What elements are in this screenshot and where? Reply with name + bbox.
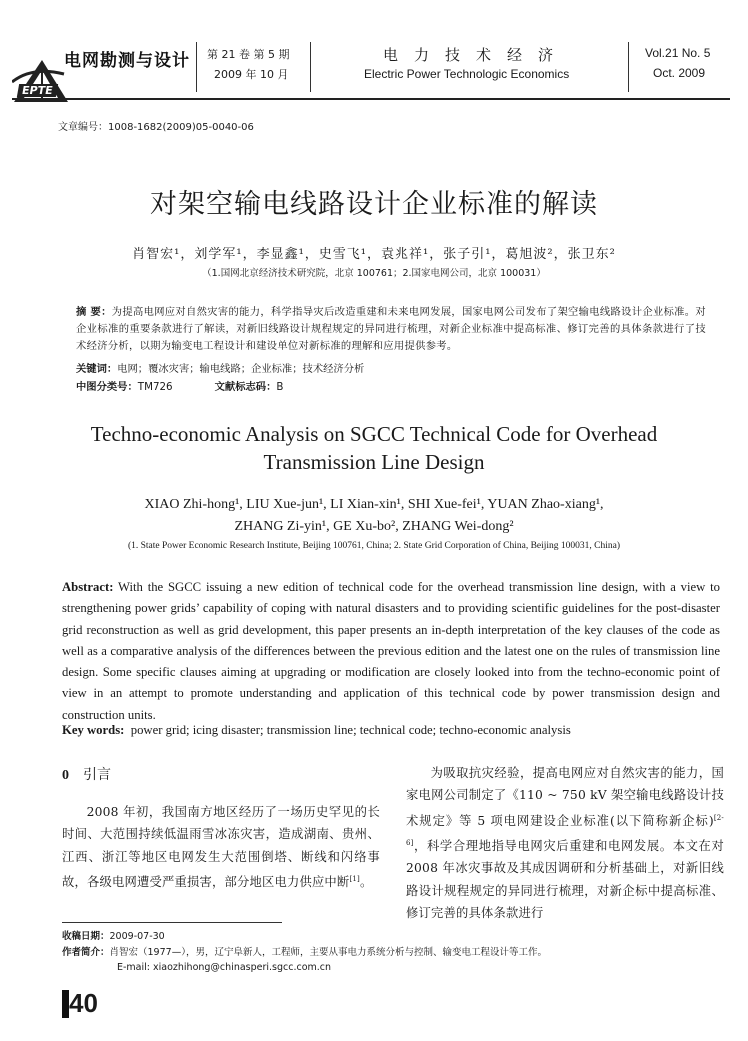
body-left-end: 。 [359,874,373,889]
header-divider [310,42,311,92]
authors-cn: 肖智宏¹，刘学军¹，李显鑫¹，史雪飞¹，袁兆祥¹，张子引¹，葛旭波²，张卫东² [132,247,616,262]
issue-cn: 第 21 卷 第 5 期 [207,48,290,61]
citation-ref: [2-6] [406,813,724,847]
journal-logo-text: 电网勘测与设计 [64,51,190,71]
authors-en-line1: XIAO Zhi-hong¹, LIU Xue-jun¹, LI Xian-xin¹, SHI Xue-fei¹, YUAN Zhao-xiang¹, [144,497,604,512]
title-en-line1: Techno-economic Analysis on SGCC Technical Code for Overhead [90,422,658,446]
keywords-cn-text: 电网；覆冰灾害；输电线路；企业标准；技术经济分析 [117,363,365,375]
classification [76,378,283,393]
author-email: E-mail: xiaozhihong@chinasperi.sgcc.com.cn [117,962,332,973]
title-en-line2: Transmission Line Design [263,450,485,474]
doc-code-label: 文献标志码： [214,381,277,393]
citation-ref: [1] [349,874,360,883]
date-cn: 2009 年 10 月 [214,68,289,81]
received-label: 收稿日期： [62,931,110,942]
journal-title-en: Electric Power Technologic Economics [364,67,570,81]
keywords-en [62,723,720,738]
page-number-text: 40 [69,988,98,1018]
date-en: Oct. 2009 [653,66,706,80]
received-value: 2009-07-30 [109,931,165,942]
body-right-column [406,762,724,924]
body-right-text-a: 为吸取抗灾经验，提高电网应对自然灾害的能力，国家电网公司制定了《110 ~ 750 kV 架空输电线路设计技术规定》等 5 项电网建设企业标准(以下简称新企标) [406,766,724,828]
section-heading [62,764,111,784]
author-bio [62,944,547,958]
volume-en: Vol.21 No. 5 [645,46,711,60]
affiliation-en: (1. State Power Economic Research Institute, Beijing 100761, China; 2. State Grid Corporation of China, Beijing 100031, China) [127,541,621,551]
authors-en [0,494,748,538]
clc-value: TM726 [137,381,173,393]
keywords-en-label: Key words: [62,723,125,737]
header-rule [12,98,730,100]
abstract-en [62,577,720,726]
body-left-column [62,801,380,893]
section-number: 0 [62,768,69,783]
keywords-en-text: power grid; icing disaster; transmission line; technical code; techno-economic analysis [130,723,571,737]
abstract-cn-label: 摘 要： [76,306,112,318]
abstract-cn-text: 为提高电网应对自然灾害的能力，科学指导灾后改造重建和未来电网发展，国家电网公司发布了架空输电线路设计企业标准。对企业标准的重要条款进行了解读，对新旧线路设计规程规定的异同进行梳理，对新企业标准中提高标准、修订完善的具体条款进行了技术经济分析，以期为输变电工程设计和建设单位对新标准的理解和应用提供参考。 [76,306,707,352]
header-divider [628,42,629,92]
body-paragraph [62,801,380,893]
article-number: 文章编号：1008-1682(2009)05-0040-06 [58,122,254,133]
title-en [0,420,748,476]
affiliation-cn: （1.国网北京经济技术研究院，北京 100761；2.国家电网公司，北京 100031） [202,268,546,279]
journal-title-cn: 电力技术经济 [383,46,570,64]
title-cn: 对架空输电线路设计企业标准的解读 [150,189,598,220]
author-bio-label: 作者简介： [62,947,110,958]
abstract-en-label: Abstract: [62,580,114,594]
author-bio-text: 肖智宏（1977—），男，辽宁阜新人，工程师，主要从事电力系统分析与控制、输变电工程设计等工作。 [109,947,547,958]
header-divider [196,42,197,92]
body-left-text: 2008 年初，我国南方地区经历了一场历史罕见的长时间、大范围持续低温雨雪冰冻灾害，造成湖南、贵州、江西、浙江等地区电网发生大范围倒塔、断线和闪络事故，各级电网遭受严重损害，部分地区电力供应中断 [62,805,380,889]
page-number-bar [62,990,69,1018]
authors-en-line2: ZHANG Zi-yin¹, GE Xu-bo², ZHANG Wei-dong² [234,519,514,534]
page-number [62,988,98,1018]
abstract-cn [76,304,706,355]
keywords-cn [76,360,364,375]
footnote-rule [62,922,282,923]
journal-logo-en: EPTE [17,84,58,97]
clc-label: 中图分类号： [76,381,138,393]
keywords-cn-label: 关键词： [76,363,118,375]
section-title: 引言 [83,767,111,783]
abstract-en-text: With the SGCC issuing a new edition of technical code for the overhead transmission line design, with a view to strengthening power grids’ capability of coping with natural disasters and to providing scientific guidelines for the post-disaster grid reconstruction as well as grid development, this paper presents an in-depth interpretation of the key clauses of the code as well as a comparative analysis of the differences between the previous edition and the latest one on the rules of transmission line design. Some specific clauses aiming at upgrading or modification are closely looked into from the techno-economic point of view in an attempt to promote understanding and application of this technical code by power transmission design and construction units. [62,580,720,722]
doc-code-value: B [276,381,284,393]
body-paragraph [406,762,724,924]
body-right-text-b: ，科学合理地指导电网灾后重建和电网发展。本文在对 2008 年冰灾事故及其成因调研和分析基础上，对新旧线路设计规程规定的异同进行梳理，对新企标中提高标准、修订完善的具体条款进行 [406,839,724,920]
received-date [62,928,165,942]
